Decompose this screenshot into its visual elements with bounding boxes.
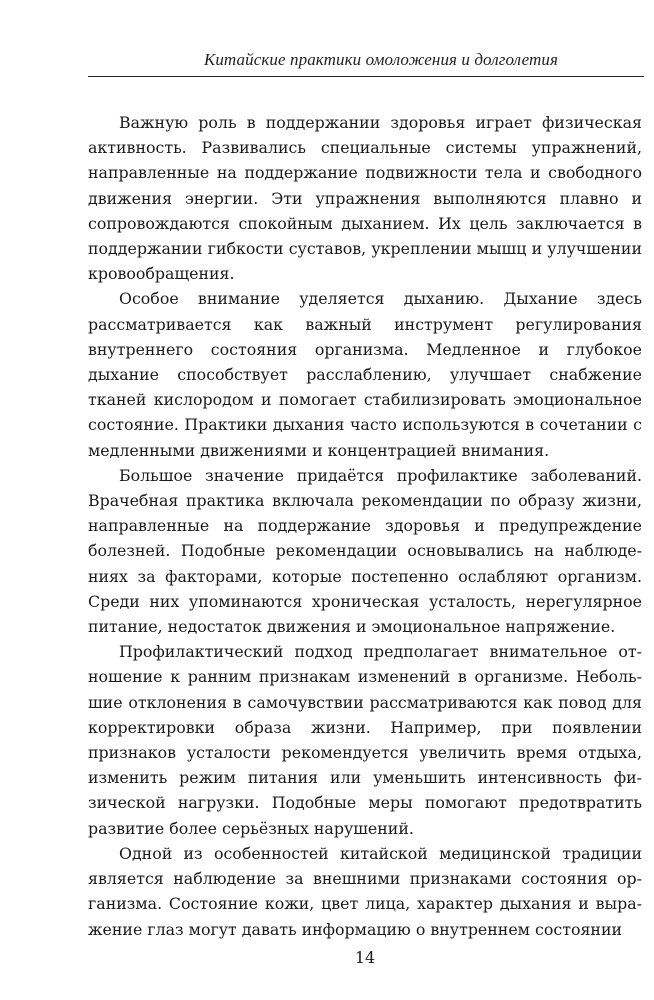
paragraph: Одной из особенностей китайской медицинской традиции является наблюдение за внешними признаками состояния организма. Состояние кожи, цвет лица, характер дыхания и выражение глаз могут давать информацию о внутреннем состоянии [88,843,642,939]
paragraph: Важную роль в поддержании здоровья играет физическая активность. Развивались специальные системы упражнений, направленные на поддержание подвижности тела и свободного движения энергии. Эти упражнения выполняются плавно и сопровождаются спокойным дыханием. Их цель заключается в поддержании гибкости суставов, укреплении мышц и улучшении кровообращения. [88,113,642,284]
paragraph: Большое значение придаётся профилактике заболеваний. Врачебная практика включала рекомендации по образу жизни, направленные на поддержание здоровья и предупреждение болезней. Подобные рекомендации основывались на наблюдениях за факторами, которые постепенно ослабляют организм. Среди них упоминаются хроническая усталость, нерегулярное питание, недостаток движения и эмоциональное напряжение. [88,465,642,637]
body-text [88,110,642,942]
paragraph: Особое внимание уделяется дыханию. Дыхание здесь рассматривается как важный инструмент регулирования внутреннего состояния организма. Медленное и глубокое дыхание способствует расслаблению, улучшает снабжение тканей кислородом и помогает стабилизировать эмоциональное состояние. Практики дыхания часто используются в сочетании с медленными движениями и концентрацией внимания. [88,289,642,460]
paragraph: Профилактический подход предполагает внимательное отношение к ранним признакам изменений в организме. Небольшие отклонения в самочувствии рассматриваются как повод для корректировки образа жизни. Например, при появлении признаков усталости рекомендуется увеличить время отдыха, изменить режим питания или уменьшить интенсивность физической нагрузки. Подобные меры помогают предотвратить развитие более серьёзных нарушений. [88,642,642,838]
header-rule [88,76,644,77]
running-header: Китайские практики омоложения и долголетия [203,50,558,69]
page-number: 14 [354,948,376,967]
